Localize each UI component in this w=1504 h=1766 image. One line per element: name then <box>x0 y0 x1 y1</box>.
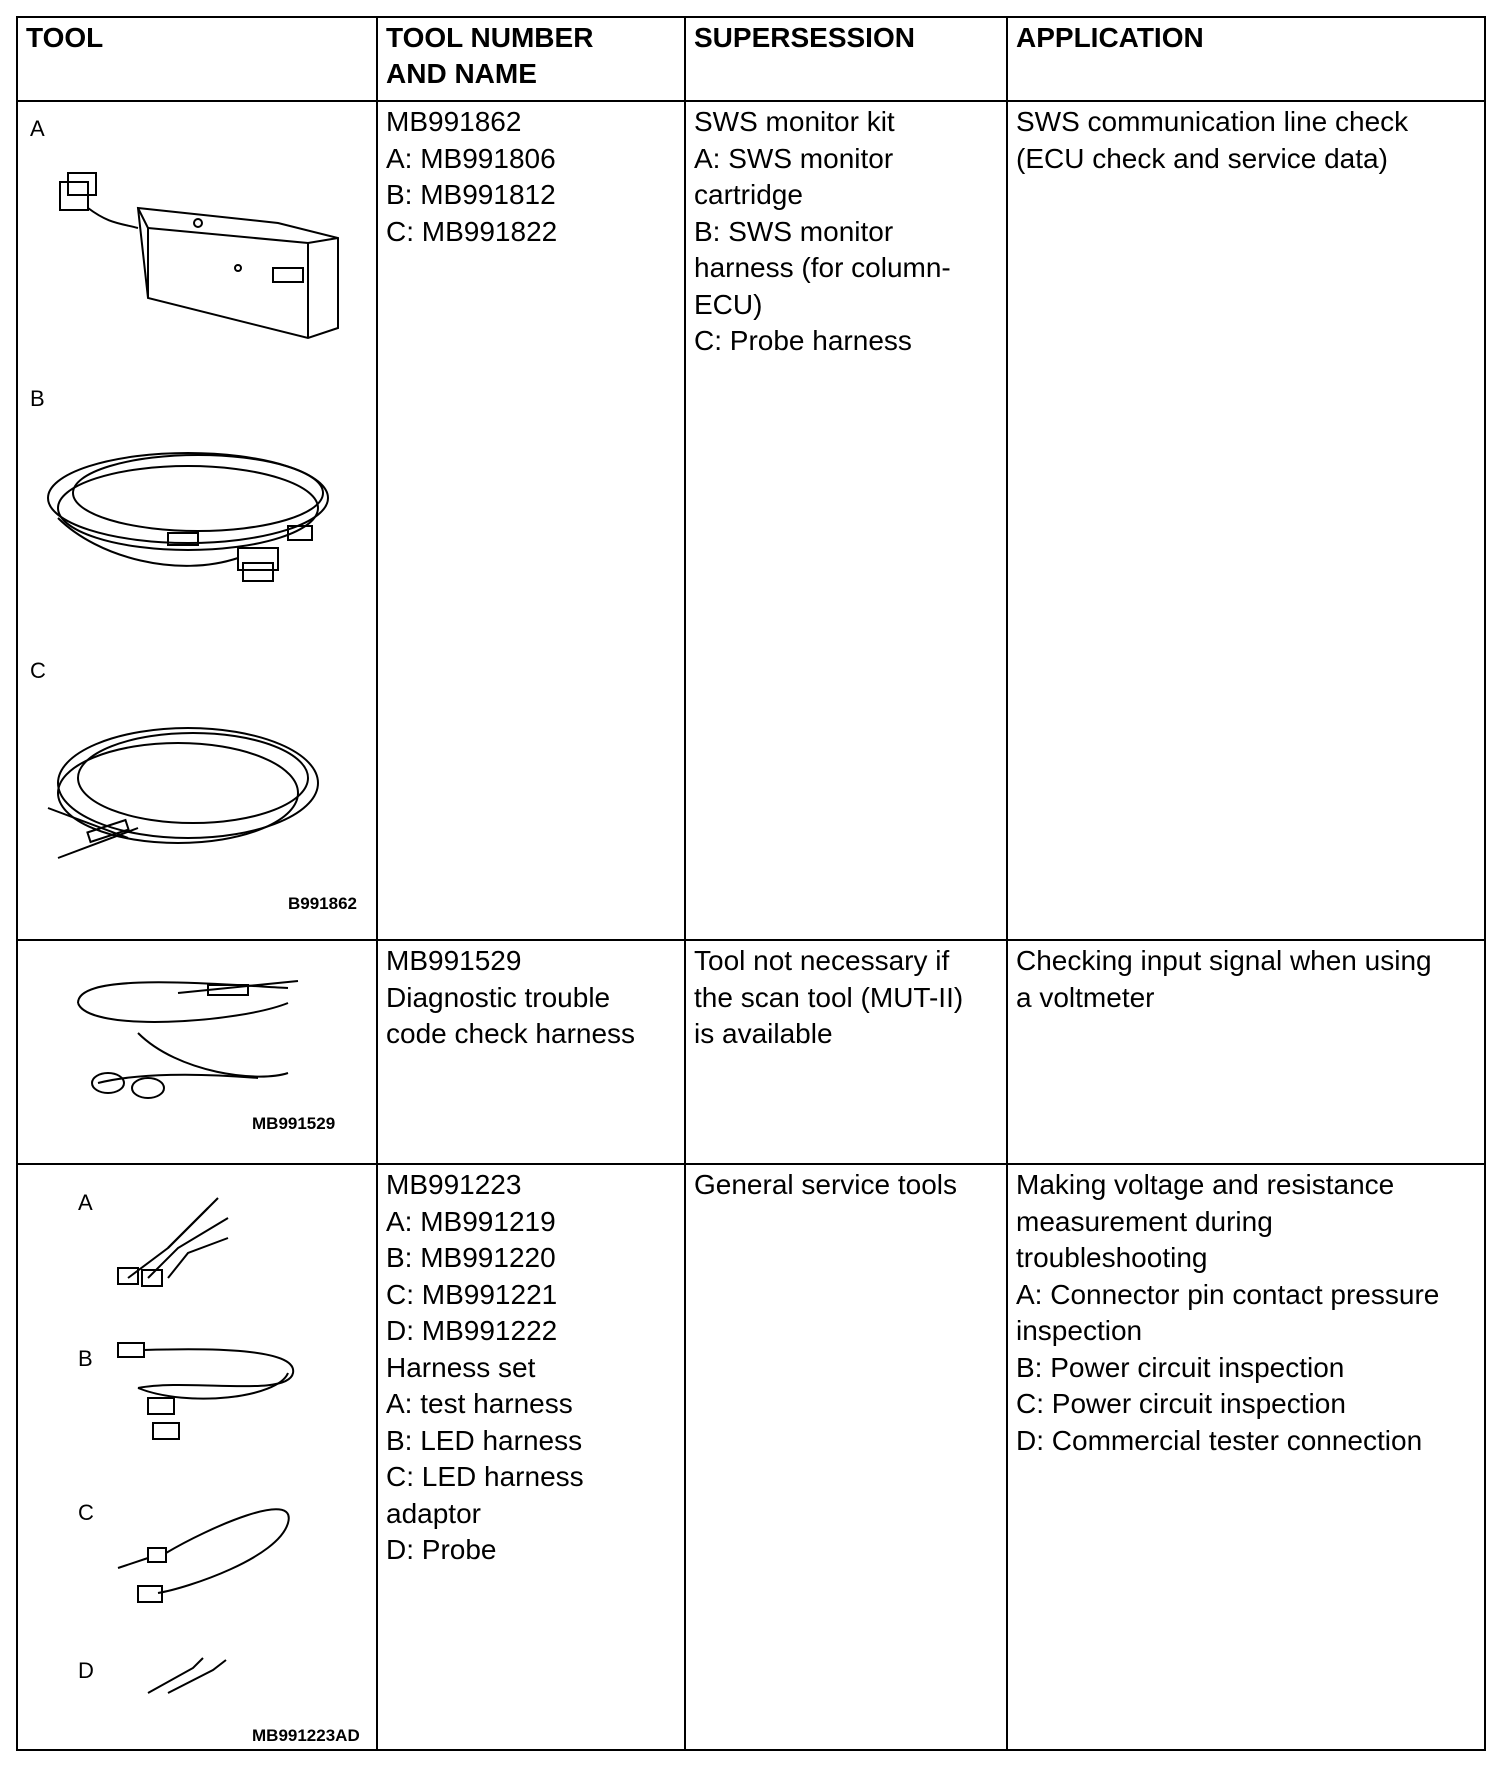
tool-label-b: B <box>30 386 45 411</box>
tool-number-cell: MB991223 A: MB991219 B: MB991220 C: MB991221 D: MB991222 Harness set A: test harness B: LED harness C: LED harness adaptor D: Probe <box>386 1169 584 1565</box>
tool-label-d: D <box>78 1658 94 1683</box>
image-code: B991862 <box>288 894 358 913</box>
supersession-cell: Tool not necessary if the scan tool (MUT-II) is available <box>694 945 964 1049</box>
sws-monitor-cartridge-icon <box>38 168 358 348</box>
tool-label-c: C <box>30 658 46 683</box>
test-harness-icon <box>108 1188 248 1298</box>
tool-label-c: C <box>78 1500 94 1525</box>
header-supersession: SUPERSESSION <box>694 22 915 53</box>
tool-label-a: A <box>78 1190 93 1215</box>
column-divider <box>1006 18 1008 1749</box>
image-code: MB991223AD <box>252 1726 360 1745</box>
diagnostic-check-harness-icon <box>58 963 318 1103</box>
supersession-cell: SWS monitor kit A: SWS monitor cartridge B: SWS monitor harness (for column- ECU) C: Probe harness <box>694 106 951 356</box>
led-harness-adaptor-icon <box>108 1498 308 1608</box>
tool-number-cell: MB991529 Diagnostic trouble code check harness <box>386 945 636 1049</box>
image-code: MB991529 <box>252 1114 336 1133</box>
sws-monitor-harness-icon <box>38 438 358 598</box>
supersession-cell: General service tools <box>694 1169 958 1200</box>
probe-harness-icon <box>38 708 338 888</box>
header-tool-number: TOOL NUMBER AND NAME <box>386 22 594 89</box>
probe-icon <box>138 1648 258 1698</box>
application-cell: SWS communication line check (ECU check and service data) <box>1016 106 1409 174</box>
tool-number-cell: MB991862 A: MB991806 B: MB991812 C: MB991822 <box>386 106 558 247</box>
application-cell: Checking input signal when using a voltmeter <box>1016 945 1432 1013</box>
header-application: APPLICATION <box>1016 22 1204 53</box>
led-harness-icon <box>108 1338 308 1448</box>
application-cell: Making voltage and resistance measurement during troubleshooting A: Connector pin contact pressure inspection B: Power circuit inspection C: Power circuit inspection D: Commercial tester connection <box>1016 1169 1440 1456</box>
tool-label-b: B <box>78 1346 93 1371</box>
tool-label-a: A <box>30 116 45 141</box>
special-tools-table <box>16 16 1486 1751</box>
header-tool: TOOL <box>26 22 104 53</box>
